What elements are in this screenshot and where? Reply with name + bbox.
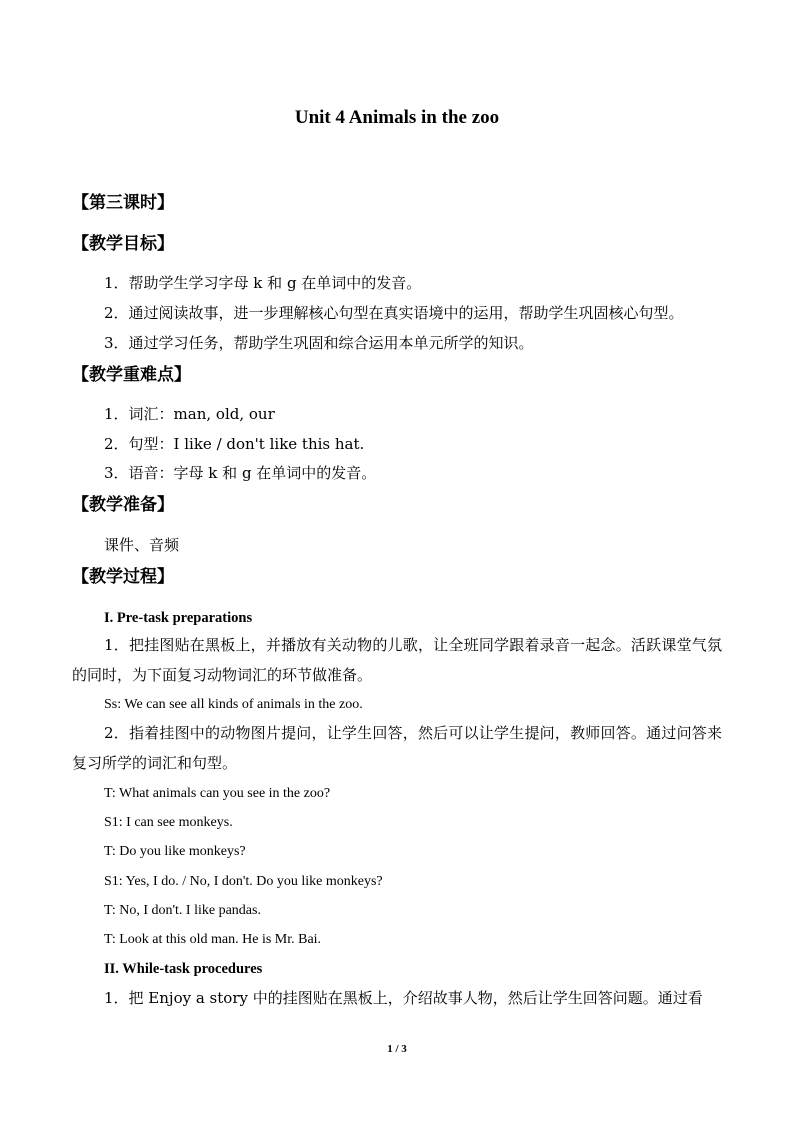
key-points-heading: 【教学重难点】 [72,365,191,385]
dialogue-line: S1: I can see monkeys. [104,815,233,830]
pre-task-title: I. Pre-task preparations [104,610,253,626]
key-point-item: 2．句型：I like / don't like this hat. [104,435,365,453]
document-title: Unit 4 Animals in the zoo [294,107,500,128]
key-point-item: 1．词汇：man, old, our [104,405,275,423]
process-heading: 【教学过程】 [72,567,174,587]
page-number: 1 / 3 [387,1043,407,1055]
dialogue-line: S1: Yes, I do. / No, I don't. Do you like monkeys? [104,874,383,889]
dialogue-line: T: What animals can you see in the zoo? [104,786,331,801]
students-line: Ss: We can see all kinds of animals in the zoo. [104,697,363,712]
objective-item: 2．通过阅读故事，进一步理解核心句型在真实语境中的运用，帮助学生巩固核心句型。 [104,304,684,322]
dialogue-line: T: No, I don't. I like pandas. [104,903,261,918]
dialogue-line: T: Do you like monkeys? [104,844,246,859]
while-task-title: II. While-task procedures [104,961,263,977]
pre-task-step-1: 1．把挂图贴在黑板上，并播放有关动物的儿歌，让全班同学跟着录音一起念。活跃课堂气氛的同时，为下面复习动物词汇的环节做准备。 [72,636,722,684]
preparation-text: 课件、音频 [104,536,180,554]
lesson-heading: 【第三课时】 [72,193,174,213]
preparation-heading: 【教学准备】 [72,495,174,515]
key-point-item: 3．语音：字母 k 和 g 在单词中的发音。 [104,464,377,482]
objectives-heading: 【教学目标】 [72,234,174,254]
pre-task-step-2: 2．指着挂图中的动物图片提问，让学生回答，然后可以让学生提问，教师回答。通过问答来复习所学的词汇和句型。 [72,724,722,772]
while-task-step-1: 1．把 Enjoy a story 中的挂图贴在黑板上，介绍故事人物，然后让学生回答问题。通过看 [104,989,703,1007]
objective-item: 3．通过学习任务，帮助学生巩固和综合运用本单元所学的知识。 [104,334,534,352]
dialogue-line: T: Look at this old man. He is Mr. Bai. [104,932,322,947]
objective-item: 1．帮助学生学习字母 k 和 g 在单词中的发音。 [104,274,422,292]
